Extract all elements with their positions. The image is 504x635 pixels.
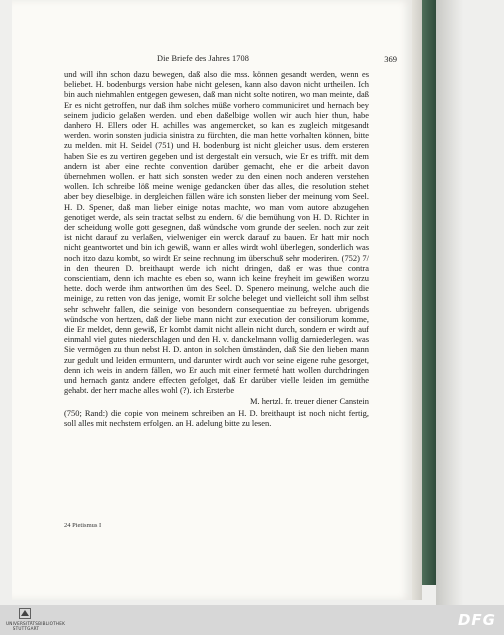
page-number: 369: [384, 54, 397, 64]
scan-shadow: [436, 0, 504, 605]
page-edge: [412, 0, 422, 600]
body-paragraph: und will ihn schon dazu bewegen, daß also die mss. können gesandt werden, wenn es beliebet. H. bodenburgs version habe nicht gelesen, kann also davon nicht urtheilen. Ich bin auch niehmahlen entgegen gewesen, daß man nicht solte notiren, wo man meinte, daß Er es nicht getroffen, nur daß ihm solches müße vorhero communiciret und hernach bey seinem judicio gelaßen werden. und eben daßelbige wollen wir auch hier thun, habe danhero H. Ellers oder H. achilles was angemercket, so kan es zugleich mitgesandt werden. worin sonsten judicia sinistra zu fürchten, die man hette vorhalten können, bitte zu melden. mit H. Seidel (751) und H. bodenburg ist nicht gleicher usus. dem ersteren haben Sie es zu vertiren gegeben und ist dergestalt ein versuch, wie Er es trifft. mit dem andern ist aber eine rechte convention darüber gemacht, ehe er die arbeit davon übernehmen wollen. er hatt sich sonsten weder zu den einen noch anderen verstehen wollen. Ich schreibe löß meine wenige gedancken über das alles, die resolution stehet aber bey dieselbige. in dergleichen fällen wäre ich sonsten lieber der meinung vom Seel. H. D. Spener, daß man lieber einige notas machte, wo man vom autore abzugehen genotiget werde, als sein tractat selbst zu endern. 6/ die bemühung von H. D. Richter in der scheidung wolle gott gesegnen, daß wündsche vom grunde der seelen. noch zur zeit ist nicht darauf zu verlaßen, vielweniger ein werck darauf zu bauen. Er hatt mir noch nicht geantwortet und bin ich gewiß, wann er alles wirdt wohl überlegen, sonderlich was noch itzo dazu kombt, so wirdt Er seine rechnung im überschuß sehr moderiren. (752) 7/ in den theuren D. breithaupt werde ich nicht dringen, daß er was thue contra conscientiam, denn ich machte es eben so, wann ich keine freyheit im gewißen worzu hette. doch werde ihm antworthen üm des Seel. D. Spenero meinung, welche auch die meinige, zu retten von das jenige, womit Er solche beleget und vielleicht soll ihm selbst sehr schwehr fallen, die seinige von besondern consequentiae zu befreyen. ubrigends wündsche von hertzen, daß der liebe mann nicht zur execution der consiliorum komme, die Er meldet, denn gewiß, Er kombt damit nicht allein nicht durch, sondern er wirdt auf einmahl viel gutes niederschlagen und den H. v. danckelmann vollig darniederlegen. was Sie vermögen zu thun nebst H. D. anton in solchen ümständen, daß Sie den lieben mann zur gedult und leiden ermuntern, und darunter wirdt auch vor seine eigene ruhe gesorget, denn ich weis in andern fällen, wo Er auch mit einer fermeté hatt wollen durchdringen und hernach gantz andere effecten gefolget, daß Er darüber vielle leiden im gemüthe gehabt. der herr mache alles wohl (?). ich Ersterbe: [64, 69, 369, 396]
library-logo-line1: UNIVERSITÄTSBIBLIOTHEK: [6, 621, 66, 626]
running-head-title: Die Briefe des Jahres 1708: [157, 54, 249, 63]
postscript-paragraph: (750; Rand:) die copie von meinem schreiben an H. D. breithaupt ist noch nicht fertig, soll alles mit nechstem erfolgen. an H. adelung bitte zu lesen.: [64, 407, 369, 428]
page-footer: 24 Pietismus I: [64, 522, 102, 529]
library-emblem-icon: [19, 608, 31, 619]
book-cover-edge: [422, 0, 436, 585]
bottom-bar: [0, 605, 504, 635]
signature-line: M. hertzl. fr. treuer diener Canstein: [249, 395, 369, 406]
letter-text-block: [64, 69, 369, 428]
library-logo-line2: STUTTGART: [12, 626, 40, 631]
dfg-logo: DFG: [457, 611, 496, 629]
library-logo: [6, 607, 66, 633]
